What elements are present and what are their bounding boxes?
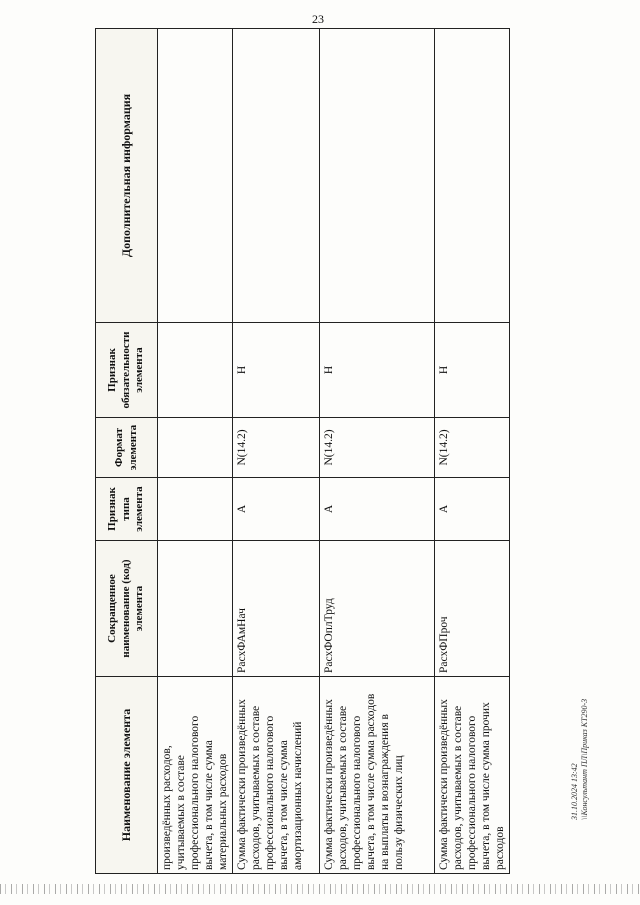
table-row [158, 29, 233, 874]
stamp-source: \\Консультант ПЛ\Приказ КТ290-3 [580, 698, 589, 820]
element-table [95, 28, 510, 874]
scan-edge-noise [0, 884, 640, 894]
rotated-table-container [95, 29, 507, 874]
cell-name: Сумма фактически произведённых расходов, учитываемых в составе профессионального налогового вычета, в том числе сумма расходов на выплаты и вознаграждения в пользу физических лиц [320, 677, 435, 874]
cell-info [435, 29, 510, 323]
print-stamp [570, 699, 590, 820]
cell-required: Н [320, 323, 435, 418]
cell-type [158, 478, 233, 541]
cell-type: А [320, 478, 435, 541]
header-name: Наименование элемента [96, 677, 158, 874]
cell-code: РасхФОплТруд [320, 541, 435, 677]
table-header-row [96, 29, 158, 874]
header-type: Признак типа элемента [96, 478, 158, 541]
cell-type: А [435, 478, 510, 541]
cell-format: N(14.2) [233, 418, 320, 478]
cell-name: произведённых расходов, учитываемых в составе профессионального налогового вычета, в том числе сумма материальных расходов [158, 677, 233, 874]
cell-format [158, 418, 233, 478]
stamp-date: 31.10.2024 13:42 [570, 763, 579, 820]
cell-code [158, 541, 233, 677]
cell-code: РасхФАмНач [233, 541, 320, 677]
table-row [435, 29, 510, 874]
cell-name: Сумма фактически произведённых расходов, учитываемых в составе профессионального налогового вычета, в том числе сумма прочих расходов [435, 677, 510, 874]
cell-format: N(14.2) [320, 418, 435, 478]
cell-code: РасхФПроч [435, 541, 510, 677]
cell-format: N(14.2) [435, 418, 510, 478]
header-required: Признак обязательности элемента [96, 323, 158, 418]
cell-info [158, 29, 233, 323]
cell-info [320, 29, 435, 323]
header-code: Сокращенное наименование (код) элемента [96, 541, 158, 677]
cell-name: Сумма фактически произведённых расходов, учитываемых в составе профессионального налогового вычета, в том числе сумма амортизационных начислений [233, 677, 320, 874]
header-format: Формат элемента [96, 418, 158, 478]
table-row [320, 29, 435, 874]
cell-info [233, 29, 320, 323]
header-info: Дополнительная информация [96, 29, 158, 323]
cell-required: Н [435, 323, 510, 418]
table-row [233, 29, 320, 874]
page-number: 23 [312, 12, 324, 26]
cell-required [158, 323, 233, 418]
cell-type: А [233, 478, 320, 541]
cell-required: Н [233, 323, 320, 418]
